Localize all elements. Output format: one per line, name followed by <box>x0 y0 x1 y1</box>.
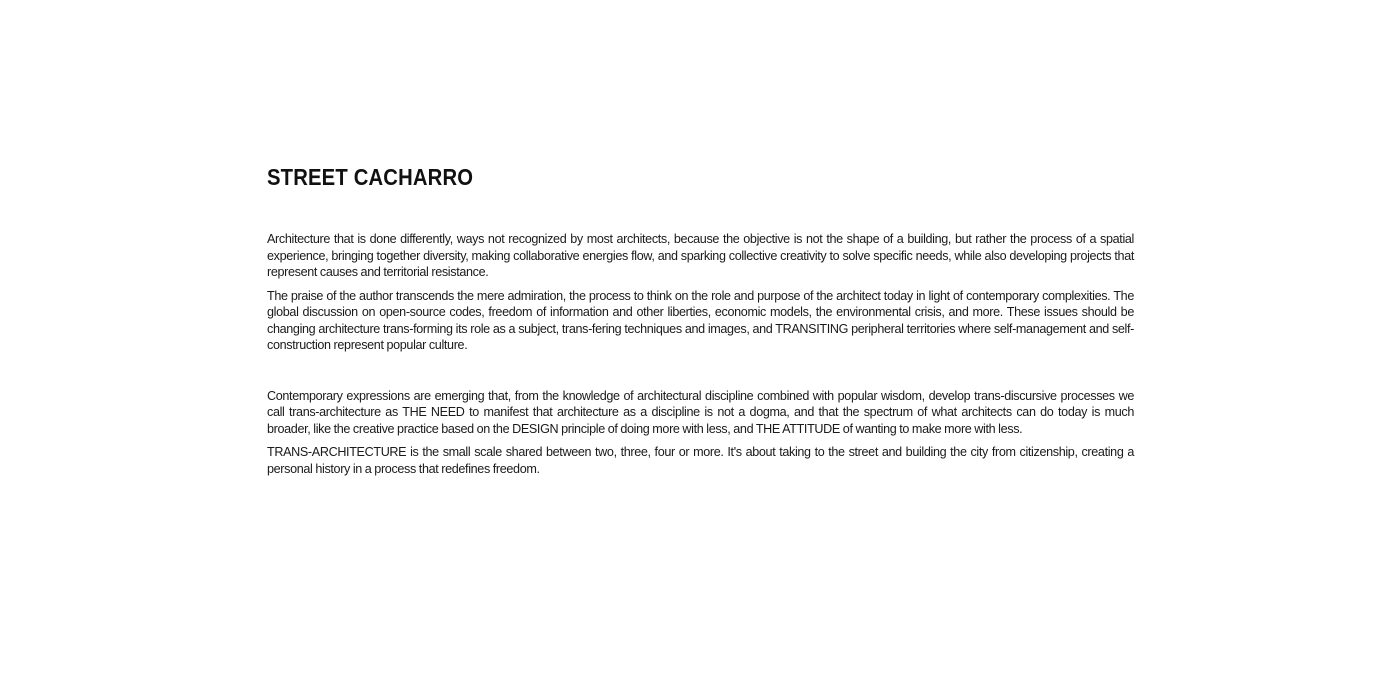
paragraph-praise-of-author: The praise of the author transcends the mere admiration, the process to think on the role and purpose of the architect today in light of contemporary complexities. The global discussion on open-source codes, freedom of information and other liberties, economic models, the environmental crisis, and more. These issues should be changing architecture trans-forming its role as a subject, trans-fering techniques and images, and TRANSITING peripheral territories where self-management and self-construction represent popular culture. <box>267 288 1134 352</box>
paragraph-trans-architecture: TRANS-ARCHITECTURE is the small scale shared between two, three, four or more. It's about taking to the street and building the city from citizenship, creating a personal history in a process that redefines freedom. <box>267 445 1134 476</box>
intro-section <box>267 231 1134 354</box>
document-body <box>267 162 1134 484</box>
paragraph-architecture-differently: Architecture that is done differently, ways not recognized by most architects, because the objective is not the shape of a building, but rather the process of a spatial experience, bringing together diversity, making collaborative energies flow, and sparking collective creativity to solve specific needs, while also developing projects that represent causes and territorial resistance. <box>267 232 1134 279</box>
paragraph-contemporary-expressions: Contemporary expressions are emerging that, from the knowledge of architectural discipline combined with popular wisdom, develop trans-discursive processes we call trans-architecture as THE NEED to manifest that architecture as a discipline is not a dogma, and that the spectrum of what architects can do today is much broader, like the creative practice based on the DESIGN principle of doing more with less, and THE ATTITUDE of wanting to make more with less. <box>267 388 1134 436</box>
page-title: STREET CACHARRO <box>267 164 474 190</box>
trans-architecture-section <box>267 388 1134 478</box>
